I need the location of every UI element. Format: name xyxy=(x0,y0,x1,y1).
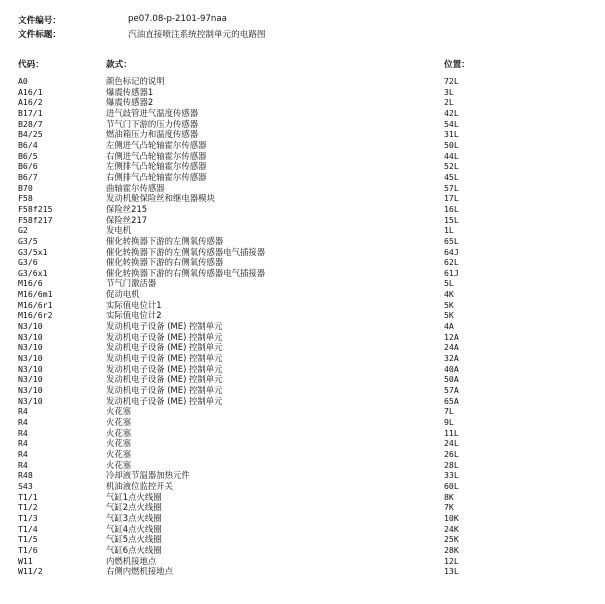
row-code: W11/2 xyxy=(18,566,43,577)
table-row xyxy=(0,300,605,311)
row-description: 催化转换器下游的左侧氧传感器电气插接器 xyxy=(106,246,266,257)
row-position: 57L xyxy=(444,182,459,193)
row-description: 发动机舱保险丝和继电器模块 xyxy=(106,193,215,204)
row-position: 28K xyxy=(444,544,459,555)
row-description: 发动机电子设备 (ME) 控制单元 xyxy=(106,321,223,332)
column-header-description: 款式： xyxy=(106,60,132,70)
row-description: 催化转换器下游的右侧氧传感器电气插接器 xyxy=(106,267,266,278)
row-code: R4 xyxy=(18,417,28,427)
row-code: B6/5 xyxy=(18,150,38,161)
row-description: 节气门下游的压力传感器 xyxy=(106,118,199,129)
table-row xyxy=(0,417,605,428)
row-code: N3/10 xyxy=(18,342,43,353)
table-row xyxy=(0,396,605,407)
row-description: 曲轴霍尔传感器 xyxy=(106,182,165,193)
table-row xyxy=(0,310,605,321)
row-position: 44L xyxy=(444,150,459,161)
row-code: G3/5x1 xyxy=(18,246,48,257)
row-description: 火花塞 xyxy=(106,406,132,417)
row-position: 26L xyxy=(444,448,459,459)
row-position: 4K xyxy=(444,289,454,300)
row-code: G2 xyxy=(18,225,28,236)
row-position: 65A xyxy=(444,395,459,406)
row-position: 54L xyxy=(444,118,459,129)
row-code: N3/10 xyxy=(18,363,43,374)
table-row xyxy=(0,556,605,567)
file-title-value: 汽油直接喷注系统控制单元的电路图 xyxy=(128,30,266,40)
row-code: B6/7 xyxy=(18,171,38,182)
row-code: N3/10 xyxy=(18,385,43,396)
row-position: 2L xyxy=(444,97,454,108)
table-row xyxy=(0,87,605,98)
row-position: 72L xyxy=(444,76,459,86)
row-code: N3/10 xyxy=(18,374,43,385)
table-row xyxy=(0,502,605,513)
row-description: 左侧排气凸轮轴霍尔传感器 xyxy=(106,161,207,172)
row-code: N3/10 xyxy=(18,331,43,342)
row-description: 催化转换器下游的右侧氧传感器 xyxy=(106,257,224,268)
row-description: 实际值电位计2 xyxy=(106,310,162,321)
row-description: 实际值电位计1 xyxy=(106,299,162,310)
row-code: F58f215 xyxy=(18,203,53,214)
table-row xyxy=(0,492,605,503)
row-description: 保险丝215 xyxy=(106,203,148,214)
row-position: 45L xyxy=(444,171,459,182)
table-row xyxy=(0,172,605,183)
row-description: 促动电机 xyxy=(106,289,140,300)
row-position: 3L xyxy=(444,86,454,97)
row-position: 12L xyxy=(444,555,459,566)
row-code: T1/2 xyxy=(18,502,38,513)
row-position: 24K xyxy=(444,523,459,534)
row-code: T1/3 xyxy=(18,512,38,523)
row-code: A16/2 xyxy=(18,97,43,108)
row-code: B28/7 xyxy=(18,118,43,129)
row-code: B4/25 xyxy=(18,129,43,140)
row-position: 7L xyxy=(444,406,454,417)
row-description: 发动机电子设备 (ME) 控制单元 xyxy=(106,385,223,396)
table-row xyxy=(0,129,605,140)
row-description: 气缸1点火线圈 xyxy=(106,491,162,502)
component-table xyxy=(0,76,605,577)
row-description: 气缸5点火线圈 xyxy=(106,534,162,545)
row-description: 机油液位监控开关 xyxy=(106,480,173,491)
row-description: 火花塞 xyxy=(106,438,132,449)
row-position: 1L xyxy=(444,225,454,236)
row-code: R4 xyxy=(18,427,28,438)
table-row xyxy=(0,76,605,87)
row-position: 62L xyxy=(444,257,459,268)
row-position: 52L xyxy=(444,161,459,172)
row-position: 12A xyxy=(444,331,459,342)
row-position: 65L xyxy=(444,235,459,246)
row-code: F58f217 xyxy=(18,214,53,225)
row-position: 40A xyxy=(444,363,459,374)
table-row xyxy=(0,353,605,364)
column-header-position: 位置： xyxy=(444,60,470,70)
row-position: 8K xyxy=(444,491,454,502)
table-row xyxy=(0,151,605,162)
row-description: 火花塞 xyxy=(106,427,132,438)
table-row xyxy=(0,268,605,279)
table-row xyxy=(0,460,605,471)
row-code: G3/6 xyxy=(18,257,38,268)
table-row xyxy=(0,481,605,492)
row-description: 右侧进气凸轮轴霍尔传感器 xyxy=(106,150,207,161)
table-row xyxy=(0,385,605,396)
row-position: 16L xyxy=(444,203,459,214)
row-position: 24A xyxy=(444,342,459,353)
row-position: 32A xyxy=(444,353,459,364)
row-code: N3/10 xyxy=(18,395,43,406)
row-code: R4 xyxy=(18,406,28,417)
row-code: G3/6x1 xyxy=(18,267,48,278)
row-description: 火花塞 xyxy=(106,459,132,470)
row-description: 气缸6点火线圈 xyxy=(106,544,162,555)
table-row xyxy=(0,97,605,108)
row-code: R4 xyxy=(18,459,28,470)
row-code: R48 xyxy=(18,470,33,481)
table-row xyxy=(0,225,605,236)
row-description: 发动机电子设备 (ME) 控制单元 xyxy=(106,353,223,364)
row-position: 61J xyxy=(444,267,459,278)
row-description: 发动机电子设备 (ME) 控制单元 xyxy=(106,395,223,406)
row-code: T1/4 xyxy=(18,523,38,534)
row-code: T1/1 xyxy=(18,491,38,502)
table-row xyxy=(0,374,605,385)
file-number-label: 文件编号： xyxy=(18,16,61,26)
table-row xyxy=(0,278,605,289)
row-description: 发动机电子设备 (ME) 控制单元 xyxy=(106,342,223,353)
table-row xyxy=(0,247,605,258)
row-description: 爆震传感器2 xyxy=(106,97,154,108)
table-row xyxy=(0,545,605,556)
row-position: 5L xyxy=(444,278,454,289)
table-row xyxy=(0,470,605,481)
table-row xyxy=(0,534,605,545)
table-row xyxy=(0,364,605,375)
row-code: A0 xyxy=(18,76,28,86)
row-position: 10K xyxy=(444,512,459,523)
table-row xyxy=(0,204,605,215)
row-code: S43 xyxy=(18,480,33,491)
row-position: 42L xyxy=(444,107,459,118)
row-position: 28L xyxy=(444,459,459,470)
row-description: 右侧内燃机接地点 xyxy=(106,566,173,577)
row-position: 11L xyxy=(444,427,459,438)
row-code: F58 xyxy=(18,193,33,204)
row-description: 发电机 xyxy=(106,225,132,236)
row-position: 33L xyxy=(444,470,459,481)
row-code: B70 xyxy=(18,182,33,193)
table-row xyxy=(0,183,605,194)
row-code: M16/6m1 xyxy=(18,289,53,300)
row-description: 火花塞 xyxy=(106,417,132,427)
row-code: M16/6 xyxy=(18,278,43,289)
row-position: 7K xyxy=(444,502,454,513)
row-description: 发动机电子设备 (ME) 控制单元 xyxy=(106,331,223,342)
table-row xyxy=(0,406,605,417)
row-code: R4 xyxy=(18,448,28,459)
row-description: 节气门激活器 xyxy=(106,278,157,289)
table-row xyxy=(0,449,605,460)
row-position: 17L xyxy=(444,193,459,204)
file-title-label: 文件标题： xyxy=(18,30,61,40)
file-number-value: pe07.08-p-2101-97naa xyxy=(128,14,227,24)
row-description: 颜色标记的说明 xyxy=(106,76,165,86)
row-code: A16/1 xyxy=(18,86,43,97)
row-description: 发动机电子设备 (ME) 控制单元 xyxy=(106,374,223,385)
row-code: N3/10 xyxy=(18,353,43,364)
table-row xyxy=(0,438,605,449)
row-code: W11 xyxy=(18,555,33,566)
row-code: T1/6 xyxy=(18,544,38,555)
row-description: 保险丝217 xyxy=(106,214,148,225)
row-position: 64J xyxy=(444,246,459,257)
row-description: 火花塞 xyxy=(106,448,132,459)
row-position: 15L xyxy=(444,214,459,225)
row-description: 内燃机接地点 xyxy=(106,555,157,566)
table-row xyxy=(0,161,605,172)
row-description: 气缸3点火线圈 xyxy=(106,512,162,523)
row-description: 催化转换器下游的左侧氧传感器 xyxy=(106,235,224,246)
table-row xyxy=(0,193,605,204)
row-code: M16/6r2 xyxy=(18,310,53,321)
row-position: 9L xyxy=(444,417,454,427)
row-code: R4 xyxy=(18,438,28,449)
row-description: 气缸4点火线圈 xyxy=(106,523,162,534)
row-code: N3/10 xyxy=(18,321,43,332)
row-code: M16/6r1 xyxy=(18,299,53,310)
table-row xyxy=(0,119,605,130)
row-description: 进气歧管进气温度传感器 xyxy=(106,107,199,118)
row-position: 5K xyxy=(444,299,454,310)
row-position: 50L xyxy=(444,139,459,150)
row-position: 13L xyxy=(444,566,459,577)
table-row xyxy=(0,332,605,343)
table-row xyxy=(0,524,605,535)
row-position: 4A xyxy=(444,321,454,332)
row-code: B6/6 xyxy=(18,161,38,172)
table-row xyxy=(0,289,605,300)
row-description: 冷却液节温器加热元件 xyxy=(106,470,190,481)
table-row xyxy=(0,428,605,439)
row-description: 发动机电子设备 (ME) 控制单元 xyxy=(106,363,223,374)
table-row xyxy=(0,321,605,332)
table-row xyxy=(0,566,605,577)
column-header-code: 代码： xyxy=(18,60,44,70)
table-row xyxy=(0,108,605,119)
table-row xyxy=(0,236,605,247)
row-position: 25K xyxy=(444,534,459,545)
row-code: B17/1 xyxy=(18,107,43,118)
row-position: 24L xyxy=(444,438,459,449)
row-description: 右侧排气凸轮轴霍尔传感器 xyxy=(106,171,207,182)
row-position: 50A xyxy=(444,374,459,385)
table-row xyxy=(0,140,605,151)
row-description: 爆震传感器1 xyxy=(106,86,154,97)
row-position: 60L xyxy=(444,480,459,491)
table-row xyxy=(0,342,605,353)
table-row xyxy=(0,513,605,524)
table-row xyxy=(0,215,605,226)
row-code: T1/5 xyxy=(18,534,38,545)
row-description: 燃油箱压力和温度传感器 xyxy=(106,129,199,140)
row-position: 57A xyxy=(444,385,459,396)
row-description: 左侧进气凸轮轴霍尔传感器 xyxy=(106,139,207,150)
row-code: G3/5 xyxy=(18,235,38,246)
row-position: 31L xyxy=(444,129,459,140)
row-code: B6/4 xyxy=(18,139,38,150)
table-row xyxy=(0,257,605,268)
row-position: 5K xyxy=(444,310,454,321)
row-description: 气缸2点火线圈 xyxy=(106,502,162,513)
